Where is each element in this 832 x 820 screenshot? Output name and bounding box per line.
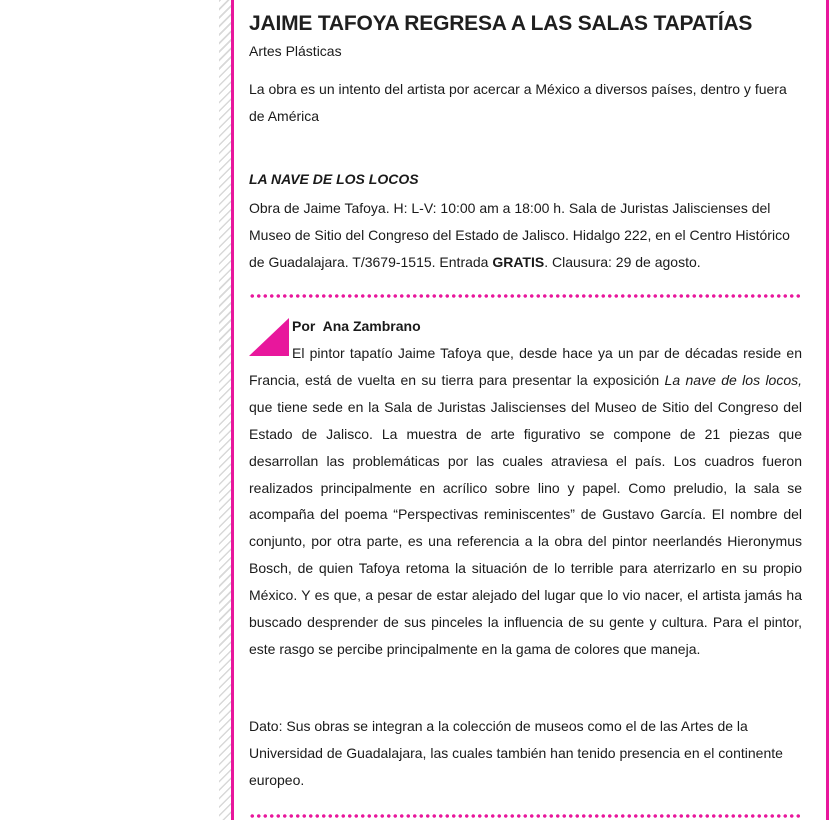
event-details-text: Obra de Jaime Tafoya. H: L-V: 10:00 am a 18:00 h. Sala de Juristas Jaliscienses del Museo de Sitio del Congreso del Estado de Jalisco. Hidalgo 222, en el Centro Histórico de Guadalajara. T/3679-1515. Entrada (249, 200, 790, 270)
event-price: GRATIS (492, 254, 545, 270)
article-title: JAIME TAFOYA REGRESA A LAS SALAS TAPATÍAS (249, 12, 753, 35)
event-title: LA NAVE DE LOS LOCOS (249, 171, 419, 187)
event-details (249, 195, 802, 276)
article-body (249, 340, 802, 663)
body-text-2: que tiene sede en la Sala de Juristas Jaliscienses del Museo de Sitio del Congreso del Estado de Jalisco. La muestra de arte figurativo se compone de 21 piezas que desarrollan las problemáticas por las cuales atraviesa el país. Los cuadros fueron realizados principalmente en acrílico sobre lino y papel. Como preludio, la sala se acompaña del poema “Perspectivas reminiscentes” de Gustavo García. El nombre del conjunto, por otra parte, es una referencia a la obra del pintor neerlandés Hieronymus Bosch, de quien Tafoya retoma la situación de lo terrible para aterrizarlo en su propio México. Y es que, a pesar de estar alejado del lugar que lo vio nacer, el artista jamás ha buscado desprender de sus pinceles la influencia de su gente y cultura. Para el pintor, este rasgo se percibe principalmente en la gama de colores que maneja. (249, 398, 802, 657)
byline (292, 318, 421, 334)
left-border-line (231, 0, 234, 820)
right-border-line (826, 0, 829, 820)
body-text-1: El pintor tapatío Jaime Tafoya que, desde hace ya un par de décadas reside en Francia, está de vuelta en su tierra para presentar la exposición (249, 345, 802, 388)
article-section: Artes Plásticas (249, 43, 342, 59)
byline-prefix: Por (292, 318, 320, 334)
dato-note: Dato: Sus obras se integran a la colección de museos como el de las Artes de la Universidad de Guadalajara, las cuales también han tenido presencia en el continente europeo. (249, 718, 783, 788)
dotted-divider (249, 294, 802, 298)
event-details-closing: . Clausura: 29 de agosto. (544, 254, 701, 270)
exhibition-title: La nave de los locos, (664, 371, 803, 388)
dotted-divider-bottom (249, 814, 802, 818)
byline-author: Ana Zambrano (322, 318, 421, 334)
article-summary: La obra es un intento del artista por acercar a México a diversos países, dentro y fuera de América (249, 81, 787, 124)
striped-margin (219, 0, 231, 820)
